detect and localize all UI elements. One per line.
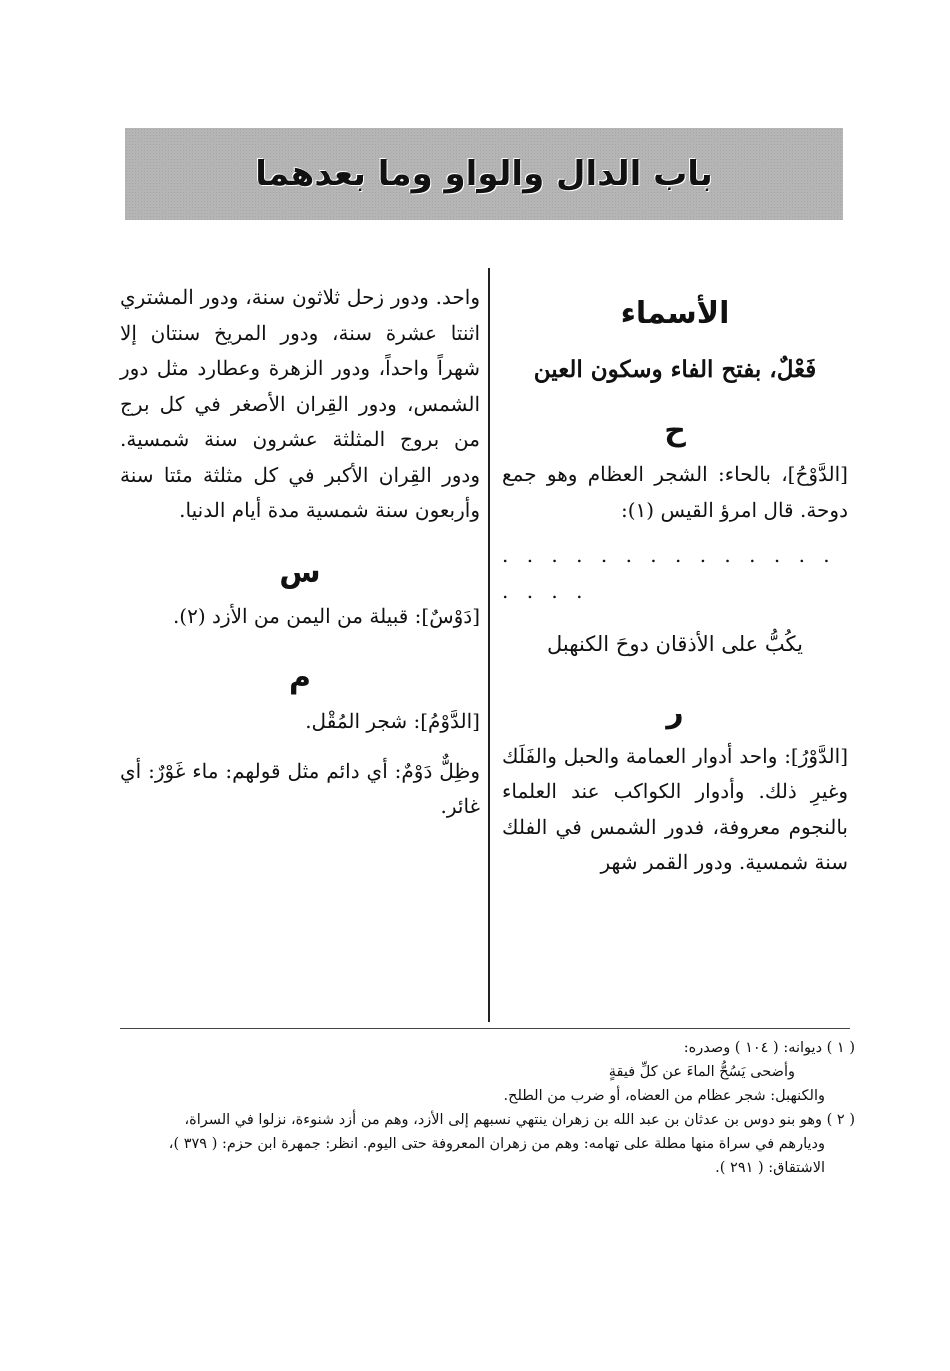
- entry-dawr-continuation: واحد. ودور زحل ثلاثون سنة، ودور المشتري اثنتا عشرة سنة، ودور المريخ سنتان إلا شهراً واحداً، ودور الزهرة وعطارد مثل دور الشمس، ودور القِران الأصغر في كل برج من بروج المثلثة عشرون سنة شمسية. ودور القِران الأكبر في كل مثلثة مئتا سنة وأربعون سنة شمسية مدة أيام الدنيا.: [120, 285, 480, 522]
- letter-heading-ha: ح: [664, 413, 686, 448]
- entry-zill-dawm: وظِلٌّ دَوْمٌ: أي دائم مثل قولهم: ماء غَوْرٌ: أي غائر.: [120, 758, 480, 818]
- left-column: [120, 280, 480, 825]
- footnote-2: ( ٢ ) وهو بنو دوس بن عدثان بن عبد الله بن زهران ينتهي نسبهم إلى الأزد، وهم من أزد شنوءة، نزلوا في السراة،: [184, 1112, 855, 1128]
- footnote-1-verse: وأضحى يَسُحُّ الماءَ عن كلِّ فيقةٍ: [608, 1064, 795, 1080]
- letter-heading-mim: م: [289, 660, 311, 695]
- footnote-1: ( ١ ) ديوانه: ( ١٠٤ ) وصدره:: [683, 1040, 855, 1056]
- footnote-2-cont: وديارهم في سراة منها مطلة على تهامه: وهم من زهران المعروفة حتى اليوم. انظر: جمهرة ابن حزم: ( ٣٧٩ )،: [168, 1136, 825, 1152]
- entry-dawr: [الدَّوْرُ]: واحد أدوار العمامة والحبل والفَلَك وغيرِ ذلك. وأدوار الكواكب عند العلماء بالنجوم معروفة، فدور الشمس في الفلك سنة شمسية. ودور القمر شهر: [502, 743, 848, 874]
- entry-daws: [دَوْسٌ]: قبيلة من اليمن من الأزد (٢).: [172, 603, 480, 628]
- column-divider: [488, 268, 490, 1022]
- verse-line: يكُبُّ على الأذقان دوحَ الكنهبل: [547, 632, 803, 656]
- footnote-2-ref: الاشتقاق: ( ٢٩١ ).: [715, 1160, 825, 1176]
- footnote-1-gloss: والكنهبل: شجر عظام من العضاه، أو ضرب من الطلح.: [503, 1088, 825, 1104]
- entry-dawm: [الدَّوْمُ]: شجر المُقْل.: [305, 709, 480, 733]
- footnote-separator: [120, 1028, 850, 1029]
- footnotes: [110, 1036, 855, 1180]
- verse-ellipsis: . . . . . . . . . . . . . . . . . .: [502, 543, 836, 603]
- letter-heading-ra: ر: [666, 694, 684, 730]
- chapter-banner: [125, 128, 843, 220]
- right-column: [502, 280, 848, 881]
- section-heading: الأسماء: [620, 296, 730, 331]
- entry-dawh: [الدَّوْحُ]، بالحاء: الشجر العظام وهو جمع دوحة. قال امرؤ القيس (١):: [502, 462, 848, 522]
- pattern-subheading: فَعْلٌ، بفتح الفاء وسكون العين: [533, 355, 817, 383]
- letter-heading-sin: س: [279, 554, 321, 590]
- chapter-title: باب الدال والواو وما بعدهما: [255, 154, 713, 194]
